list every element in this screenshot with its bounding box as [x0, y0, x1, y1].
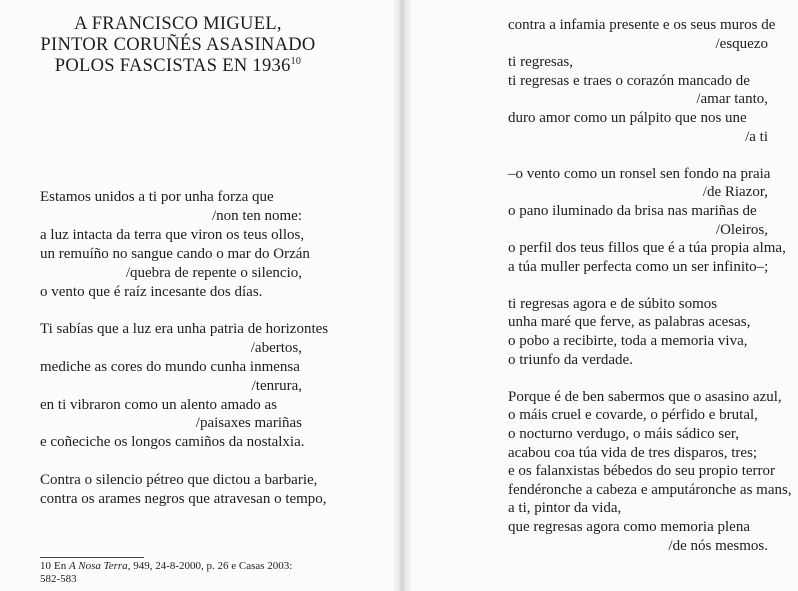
poem-title	[40, 14, 316, 77]
footnote-number: 10	[40, 560, 51, 572]
poem-line: contra a infamia presente e os seus muros de	[508, 17, 776, 33]
footnote-prefix: En	[54, 560, 67, 572]
poem-line: ti regresas e traes o corazón mancado de	[508, 72, 750, 89]
poem-line: Contra o silencio pétreo que dictou a barbarie,	[40, 471, 318, 488]
poem-continuation-line: /Oleiros,	[715, 221, 768, 238]
poem-line: o triunfo da verdade.	[508, 351, 633, 368]
poem-line: ti regresas agora e de súbito somos	[508, 295, 718, 312]
poem-continuation-line: /abertos,	[250, 339, 302, 356]
poem-line: ti regresas,	[508, 54, 573, 71]
poem-line: fendéronche a cabeza e amputáronche as mans,	[508, 481, 792, 498]
title-line-text: POLOS FASCISTAS EN 1936	[54, 56, 291, 76]
poem-line: o pano iluminado da brisa nas mariñas de	[508, 202, 757, 219]
poem-continuation-line: /tenrura,	[251, 377, 302, 394]
poem-continuation-line: /quebra de repente o silencio,	[125, 264, 302, 281]
poem-line: e coñeciche os longos camiños da nostalxia.	[40, 434, 305, 451]
poem-line: que regresas agora como memoria plena	[508, 518, 750, 535]
footnote-journal: A Nosa Terra	[68, 560, 128, 572]
poem-line: acabou coa túa vida de tres disparos, tres;	[508, 444, 758, 461]
poem-line: o máis cruel e covarde, o pérfido e brutal,	[508, 407, 758, 424]
footnote-divider	[40, 557, 144, 558]
poem-continuation-line: /non ten nome:	[212, 207, 302, 224]
poem-line: o perfil dos teus fillos que é a túa propia alma,	[508, 240, 786, 257]
poem-line: contra os arames negros que atravesan o tempo,	[40, 490, 327, 507]
poem-line: o vento que é raíz incesante dos días.	[40, 283, 263, 300]
poem-line: a túa muller perfecta como un ser infinito–;	[508, 258, 769, 275]
footnote-reference: 10	[290, 55, 302, 67]
poem-continuation-line: /paisaxes mariñas	[195, 415, 302, 432]
poem-line: Ti sabías que a luz era unha patria de horizontes	[40, 320, 329, 337]
poem-line: –o vento como un ronsel sen fondo na praia	[508, 165, 771, 182]
poem-continuation-line: /esquezo	[715, 35, 768, 52]
title-line: A FRANCISCO MIGUEL,	[74, 14, 282, 34]
poem-line: o pobo a recibirte, toda a memoria viva,	[508, 333, 748, 349]
poem-continuation-line: /a ti	[745, 128, 768, 145]
poem-continuation-line: /de nós mesmos.	[668, 537, 768, 554]
poem-continuation-line: /de Riazor,	[702, 184, 768, 201]
poem-line: en ti vibraron como un alento amado as	[40, 396, 278, 413]
footnote	[40, 560, 310, 586]
book-gutter	[392, 0, 412, 591]
left-page	[0, 0, 398, 591]
poem-line: Estamos unidos a ti por unha forza que	[40, 189, 274, 205]
poem-line: a ti, pintor da vida,	[508, 500, 622, 517]
poem-line: mediche as cores do mundo cunha inmensa	[40, 358, 300, 375]
poem-line: un remuíño no sangue cando o mar do Orzán	[40, 245, 310, 262]
poem-line: Porque é de ben sabermos que o asasino azul,	[508, 388, 782, 405]
poem-line: unha maré que ferve, as palabras acesas,	[508, 314, 751, 331]
poem-line: a luz intacta da terra que viron os teus ollos,	[40, 226, 305, 243]
footnote-citation: , 949, 24-8-2000, p. 26 e Casas 2003: 582-583	[40, 560, 293, 585]
poem-line: duro amor como un pálpito que nos une	[508, 110, 747, 126]
poem-line: o nocturno verdugo, o máis sádico ser,	[508, 425, 740, 442]
title-line: PINTOR CORUÑÉS ASASINADO	[40, 35, 316, 55]
title-line	[40, 56, 316, 77]
right-page	[398, 0, 798, 591]
poem-line: e os falanxistas bébedos do seu propio terror	[508, 463, 776, 480]
poem-continuation-line: /amar tanto,	[696, 91, 768, 108]
